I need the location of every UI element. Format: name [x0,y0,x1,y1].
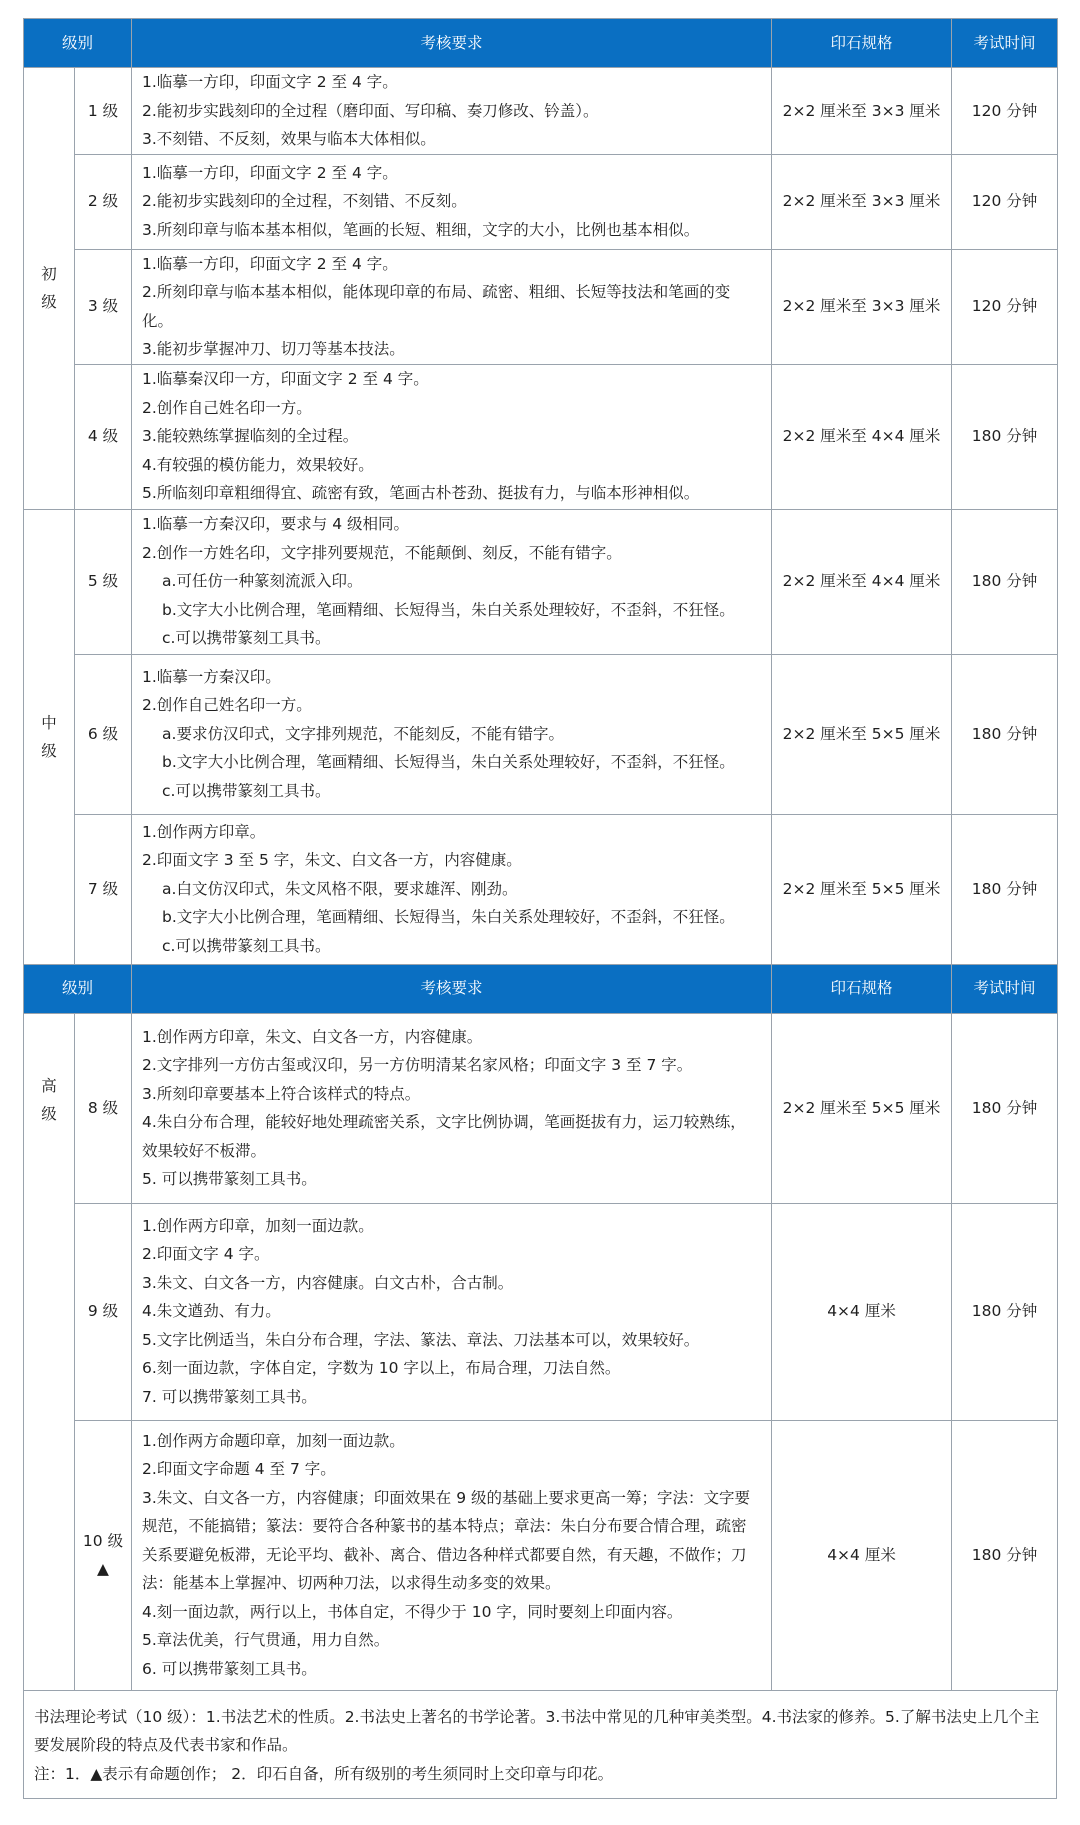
req-line: 5.所临刻印章粗细得宜、疏密有致，笔画古朴苍劲、挺拔有力，与临本形神相似。 [142,484,700,503]
table-row [24,154,1058,249]
requirement-cell [132,1013,772,1203]
req-line: 3.能较熟练掌握临刻的全过程。 [142,427,359,446]
header-requirement: 考核要求 [132,964,772,1013]
req-line: 4.朱白分布合理，能较好地处理疏密关系，文字比例协调，笔画挺拔有力，运刀较熟练，效果较好不板滞。 [142,1113,746,1160]
req-line: b.文字大小比例合理，笔画精细、长短得当，朱白关系处理较好，不歪斜，不狂怪。 [162,600,735,619]
req-line: 2.创作一方姓名印，文字排列要规范，不能颠倒、刻反，不能有错字。 [142,543,622,562]
spec-cell: 2×2 厘米至 5×5 厘米 [772,654,952,814]
req-line: 2.创作自己姓名印一方。 [142,696,312,715]
requirement-cell [132,509,772,654]
requirement-cell [132,249,772,364]
table-row [24,249,1058,364]
time-cell: 120 分钟 [952,154,1058,249]
req-line: 2.创作自己姓名印一方。 [142,398,312,417]
level-cell: 5 级 [75,509,132,654]
table-row [24,1013,1058,1203]
group-cell-primary [24,68,75,510]
req-line: 2.印面文字 3 至 5 字，朱文、白文各一方，内容健康。 [142,851,522,870]
req-line: 1.创作两方印章。 [142,822,266,841]
remark-note: 注：1．▲表示有命题创作； 2．印石自备，所有级别的考生须同时上交印章与印花。 [34,1764,614,1783]
spec-cell: 2×2 厘米至 3×3 厘米 [772,154,952,249]
req-line: 3.不刻错、不反刻，效果与临本大体相似。 [142,130,436,148]
group-label: 初级 [41,265,57,312]
group-cell-intermediate [24,509,75,964]
level-cell: 6 级 [75,654,132,814]
table-row [24,654,1058,814]
time-cell: 180 分钟 [952,509,1058,654]
header-spec: 印石规格 [772,964,952,1013]
req-line: 3.朱文、白文各一方，内容健康；印面效果在 9 级的基础上要求更高一筹；字法：文字要规范，不能搞错；篆法：要符合各种篆书的基本特点；章法：朱白分布要合情合理，疏密关系要避免板滞，无论平均、截补、离合、借边各种样式都要自然，有天趣，不做作；刀法：能基本上掌握冲、切两种刀法，以求得生动多变的效果。 [142,1488,751,1593]
time-cell: 180 分钟 [952,814,1058,964]
table-header [24,964,1058,1013]
req-line: 1.临摹一方秦汉印。 [142,667,281,686]
spec-cell: 2×2 厘米至 5×5 厘米 [772,814,952,964]
spec-cell: 2×2 厘米至 5×5 厘米 [772,1013,952,1203]
time-cell: 120 分钟 [952,68,1058,155]
requirement-cell [132,364,772,509]
req-line: c.可以携带篆刻工具书。 [162,936,331,955]
spec-cell: 4×4 厘米 [772,1420,952,1690]
table-row [24,1203,1058,1420]
req-line: 2.印面文字命题 4 至 7 字。 [142,1460,336,1479]
req-line: 2.能初步实践刻印的全过程（磨印面、写印稿、奏刀修改、钤盖）。 [142,101,599,120]
spec-cell: 2×2 厘米至 4×4 厘米 [772,364,952,509]
table-row [24,364,1058,509]
requirement-cell [132,1420,772,1690]
req-line: 1.创作两方命题印章，加刻一面边款。 [142,1431,405,1450]
notes [23,1691,1057,1800]
table-header [24,19,1058,68]
level-cell: 3 级 [75,249,132,364]
requirement-cell [132,154,772,249]
req-line: 1.临摹一方印，印面文字 2 至 4 字。 [142,254,398,273]
header-level: 级别 [24,964,132,1013]
requirements-table [23,18,1058,1691]
level-cell: 7 级 [75,814,132,964]
level-cell: 2 级 [75,154,132,249]
group-label: 中级 [41,713,57,760]
header-requirement: 考核要求 [132,19,772,68]
time-cell: 180 分钟 [952,654,1058,814]
spec-cell: 2×2 厘米至 3×3 厘米 [772,249,952,364]
table-row [24,509,1058,654]
theory-note: 书法理论考试（10 级）：1.书法艺术的性质。2.书法史上著名的书学论著。3.书法中常见的几种审美类型。4.书法家的修养。5.了解书法史上几个主要发展阶段的特点及代表书家和作品。 [34,1707,1040,1754]
header-time: 考试时间 [952,19,1058,68]
req-line: 2.印面文字 4 字。 [142,1245,270,1264]
req-line: a.要求仿汉印式，文字排列规范，不能刻反，不能有错字。 [162,724,564,743]
req-line: c.可以携带篆刻工具书。 [162,781,331,800]
req-line: 6.刻一面边款，字体自定，字数为 10 字以上，布局合理，刀法自然。 [142,1359,621,1378]
req-line: 2.所刻印章与临本基本相似，能体现印章的布局、疏密、粗细、长短等技法和笔画的变化。 [142,283,731,330]
table-row [24,1420,1058,1690]
req-line: 3.所刻印章要基本上符合该样式的特点。 [142,1084,421,1103]
req-line: 3.所刻印章与临本基本相似，笔画的长短、粗细，文字的大小，比例也基本相似。 [142,220,700,239]
spec-cell: 2×2 厘米至 4×4 厘米 [772,509,952,654]
req-line: 3.朱文、白文各一方，内容健康。白文古朴，合古制。 [142,1273,514,1292]
req-line: 6. 可以携带篆刻工具书。 [142,1659,317,1678]
exam-requirements [23,18,1057,1799]
level-cell [75,1420,132,1690]
time-cell: 180 分钟 [952,1013,1058,1203]
spec-cell: 4×4 厘米 [772,1203,952,1420]
requirement-cell [132,1203,772,1420]
level-cell: 9 级 [75,1203,132,1420]
group-label: 高级 [41,1076,57,1123]
requirement-cell [132,68,772,155]
req-line: 1.创作两方印章，朱文、白文各一方，内容健康。 [142,1027,483,1046]
triangle-icon: ▲ [97,1560,109,1578]
level-cell: 1 级 [75,68,132,155]
req-line: 4.有较强的模仿能力，效果较好。 [142,455,374,474]
req-line: 2.能初步实践刻印的全过程，不刻错、不反刻。 [142,192,467,211]
req-line: 5.文字比例适当，朱白分布合理，字法、篆法、章法、刀法基本可以，效果较好。 [142,1330,700,1349]
req-line: 4.朱文遒劲、有力。 [142,1302,281,1321]
req-line: 1.临摹一方秦汉印，要求与 4 级相同。 [142,515,410,534]
time-cell: 180 分钟 [952,1203,1058,1420]
req-line: b.文字大小比例合理，笔画精细、长短得当，朱白关系处理较好，不歪斜，不狂怪。 [162,753,735,772]
req-line: 4.刻一面边款，两行以上，书体自定，不得少于 10 字，同时要刻上印面内容。 [142,1602,683,1621]
time-cell: 180 分钟 [952,1420,1058,1690]
header-time: 考试时间 [952,964,1058,1013]
req-line: 1.创作两方印章，加刻一面边款。 [142,1216,374,1235]
table-row [24,814,1058,964]
requirement-cell [132,654,772,814]
group-cell-advanced [24,1013,75,1690]
req-line: 3.能初步掌握冲刀、切刀等基本技法。 [142,340,405,358]
level-label: 10 级 [82,1531,124,1550]
req-line: 7. 可以携带篆刻工具书。 [142,1387,317,1406]
req-line: 5. 可以携带篆刻工具书。 [142,1170,317,1188]
spec-cell: 2×2 厘米至 3×3 厘米 [772,68,952,155]
time-cell: 180 分钟 [952,364,1058,509]
req-line: c.可以携带篆刻工具书。 [162,629,331,648]
req-line: 1.临摹一方印，印面文字 2 至 4 字。 [142,73,398,91]
req-line: 1.临摹秦汉印一方，印面文字 2 至 4 字。 [142,370,429,389]
level-cell: 8 级 [75,1013,132,1203]
req-line: a.可任仿一种篆刻流派入印。 [162,572,363,591]
req-line: 1.临摹一方印，印面文字 2 至 4 字。 [142,163,398,182]
req-line: b.文字大小比例合理，笔画精细、长短得当，朱白关系处理较好，不歪斜，不狂怪。 [162,908,735,927]
requirement-cell [132,814,772,964]
time-cell: 120 分钟 [952,249,1058,364]
req-line: 2.文字排列一方仿古玺或汉印，另一方仿明清某名家风格；印面文字 3 至 7 字。 [142,1056,693,1074]
header-level: 级别 [24,19,132,68]
level-cell: 4 级 [75,364,132,509]
req-line: a.白文仿汉印式，朱文风格不限，要求雄浑、刚劲。 [162,879,518,898]
req-line: 5.章法优美，行气贯通，用力自然。 [142,1631,390,1650]
table-row [24,68,1058,155]
header-spec: 印石规格 [772,19,952,68]
